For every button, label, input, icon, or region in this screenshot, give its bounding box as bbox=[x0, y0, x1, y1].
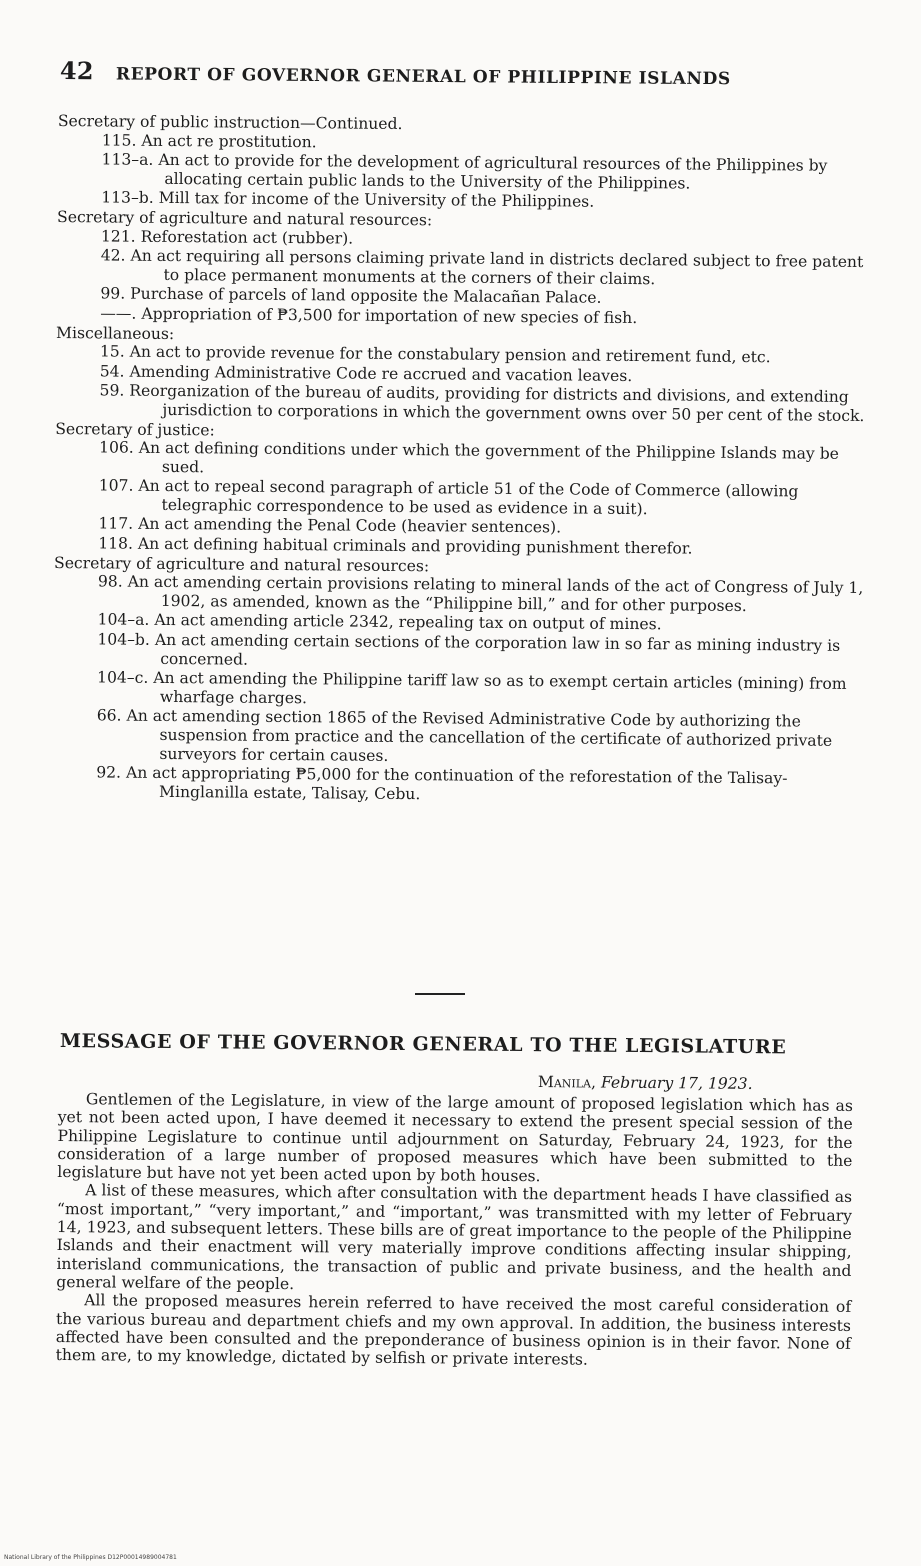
item-number: 115. bbox=[101, 130, 137, 150]
item-number: 104–c. bbox=[96, 668, 149, 688]
item-text: An act to repeal second paragraph of article 51 of the Code of Commerce (allowing telegraphic correspondence to be used as evidence in a suit). bbox=[138, 476, 799, 519]
item-number: 54. bbox=[99, 362, 125, 381]
message-body bbox=[56, 1090, 853, 1371]
list-item bbox=[96, 707, 862, 769]
section-heading: Secretary of public instruction—Continued. bbox=[57, 112, 403, 134]
list-item bbox=[98, 477, 864, 521]
item-number: 104–b. bbox=[97, 630, 150, 649]
item-number: ——. bbox=[100, 304, 137, 323]
item-text: An act re prostitution. bbox=[141, 131, 317, 151]
item-text: Mill tax for income of the University of the Philippines. bbox=[158, 189, 595, 212]
list-item bbox=[97, 630, 863, 674]
list-item bbox=[101, 247, 867, 291]
dateline-date: February 17, 1923. bbox=[600, 1073, 753, 1093]
item-number: 106. bbox=[98, 438, 134, 457]
item-number: 118. bbox=[98, 534, 134, 553]
item-text: An act defining habitual criminals and providing punishment therefor. bbox=[137, 534, 693, 558]
list-item bbox=[99, 382, 865, 426]
paragraph: All the proposed measures herein referred to have received the most careful consideration of the various bureau and department chiefs and my own approval. In addition, the business interests affected have been consulted and the preponderance of business opinion is in their favor. None of them are, to my knowledge, dictated by selfish or private interests. bbox=[55, 1291, 852, 1369]
item-text: An act defining conditions under which the government of the Philippine Islands may be sued. bbox=[138, 438, 840, 476]
item-text: Reorganization of the bureau of audits, providing for districts and divisions, and extending jurisdiction to corporations in which the government owns over 50 per cent of the stock. bbox=[129, 381, 865, 425]
item-number: 15. bbox=[99, 342, 125, 361]
dateline-place: Manila, bbox=[537, 1073, 597, 1092]
section-heading: Miscellaneous: bbox=[55, 323, 175, 343]
section-heading: Secretary of agriculture and natural resources: bbox=[53, 553, 430, 575]
item-text: An act requiring all persons claiming private land in districts declared subject to free patent to place permanent monuments at the corners of their claims. bbox=[130, 246, 864, 288]
item-number: 113–b. bbox=[101, 188, 154, 208]
list-item bbox=[101, 151, 867, 195]
scan-footer: National Library of the Philippines D12P00014989004781 bbox=[4, 1554, 177, 1561]
message-title: MESSAGE OF THE GOVERNOR GENERAL TO THE LEGISLATURE bbox=[59, 1030, 787, 1059]
item-number: 104–a. bbox=[97, 610, 150, 630]
paragraph: Gentlemen of the Legislature, in view of the large amount of proposed legislation which has as yet not been acted upon, I have deemed it necessary to extend the present special session of the Philippine Legislature to continue until adjournment on Saturday, February 24, 1923, for the consideration of a large number of proposed measures which have been submitted to the legislature but have not yet been acted upon by both houses. bbox=[57, 1090, 853, 1186]
item-number: 117. bbox=[98, 514, 134, 534]
item-number: 92. bbox=[96, 763, 122, 782]
measures-list bbox=[52, 112, 868, 808]
item-text: Reforestation act (rubber). bbox=[140, 227, 354, 248]
section-heading: Secretary of justice: bbox=[55, 419, 215, 439]
item-text: An act amending article 2342, repealing tax on output of mines. bbox=[154, 611, 662, 634]
item-text: Amending Administrative Code re accrued and vacation leaves. bbox=[129, 362, 633, 385]
dateline bbox=[538, 1073, 753, 1093]
item-text: An act amending certain sections of the corporation law in so far as mining industry is concerned. bbox=[154, 630, 841, 669]
item-text: Appropriation of ₱3,500 for importation of new species of fish. bbox=[141, 304, 638, 327]
item-text: An act amending certain provisions relating to mineral lands of the act of Congress of July 1, 1902, as amended, known as the “Philippine bill,” and for other purposes. bbox=[127, 572, 864, 615]
running-head bbox=[60, 56, 820, 91]
item-number: 66. bbox=[96, 706, 122, 725]
item-text: An act amending the Philippine tariff law so as to exempt certain articles (mining) from wharfage charges. bbox=[153, 669, 847, 708]
item-number: 99. bbox=[100, 284, 126, 303]
list-item bbox=[99, 438, 865, 482]
item-text: Purchase of parcels of land opposite the Malacañan Palace. bbox=[130, 284, 602, 308]
item-text: An act to provide for the development of agricultural resources of the Philippines by allocating certain public lands to the University of the Philippines. bbox=[158, 151, 828, 193]
list-item bbox=[98, 573, 864, 617]
item-text: An act appropriating ₱5,000 for the continuation of the reforestation of the Talisay-Minglanilla estate, Talisay, Cebu. bbox=[125, 763, 788, 803]
item-text: An act to provide revenue for the constabulary pension and retirement fund, etc. bbox=[129, 342, 771, 367]
item-number: 121. bbox=[100, 226, 136, 246]
report-title: REPORT OF GOVERNOR GENERAL OF PHILIPPINE ISLANDS bbox=[115, 64, 731, 90]
item-number: 113–a. bbox=[101, 150, 154, 170]
section-divider bbox=[415, 993, 465, 995]
item-number: 59. bbox=[99, 381, 125, 400]
item-number: 98. bbox=[97, 572, 123, 591]
paragraph: A list of these measures, which after consultation with the department heads I have classified as “most important,” “very important,” and “important,” was transmitted with my letter of February 14, 1923, and subsequent letters. These bills are of great importance to the people of the Philippine Islands and their enactment will very materially improve conditions affecting insular shipping, interisland communications, the transaction of public and private business, and the health and general welfare of the people. bbox=[56, 1181, 853, 1294]
list-item bbox=[96, 764, 862, 808]
item-number: 42. bbox=[100, 246, 126, 265]
item-text: An act amending the Penal Code (heavier sentences). bbox=[138, 515, 562, 537]
item-number: 107. bbox=[98, 476, 134, 495]
section-heading: Secretary of agriculture and natural resources: bbox=[57, 207, 433, 230]
list-item bbox=[97, 669, 863, 713]
item-text: An act amending section 1865 of the Revised Administrative Code by authorizing the suspension from practice and the cancellation of the certificate of authorized private surveyors for certain causes. bbox=[126, 707, 833, 765]
page-number: 42 bbox=[59, 56, 94, 86]
